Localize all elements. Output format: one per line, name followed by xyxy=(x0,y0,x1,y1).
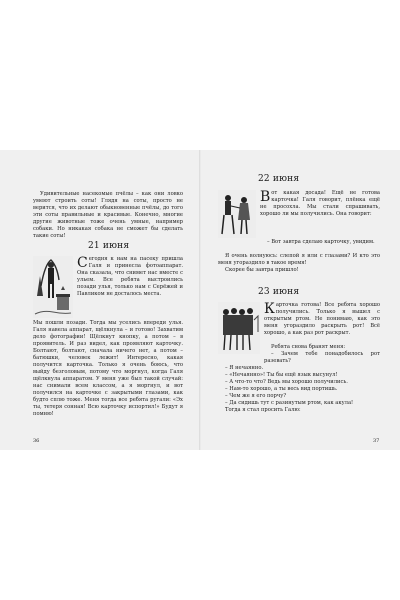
date-heading-21: 21 июня xyxy=(88,241,130,251)
right-page xyxy=(200,150,400,450)
entry-21-lead: Сегодня к нам на пасеку пришла Галя и принесла фотоаппарат. Она сказала, что снимет нас вместе с ульем. Все ребята выстроились позади улья, только нам с Серёжей и Павликом не досталось места. xyxy=(77,255,183,297)
dropcap-23: К xyxy=(264,301,275,317)
left-page xyxy=(0,150,200,450)
page-number-left: 36 xyxy=(33,438,40,444)
dialog-line: – Нам-то хорошо, а ты весь вид портишь. xyxy=(225,386,338,392)
entry-23-lead: Карточка готова! Все ребята хорошо получились. Только я вышел с открытым ртом. Не понимаю, как это меня угораздило раскрыть рот! Всё хорошо, а как раз рот раскрыт. xyxy=(264,301,380,336)
dialog-line: – Да сидишь тут с разинутым ртом, как акула! xyxy=(225,400,354,406)
dialog-line: – Я нечаянно. xyxy=(225,365,264,371)
date-heading-22: 22 июня xyxy=(258,174,300,184)
dropcap-21: С xyxy=(77,255,88,271)
entry-23-dialog xyxy=(218,365,380,414)
date-heading-23: 23 июня xyxy=(258,287,300,297)
entry-23-c: – Зачем тебе понадобилось рот разевать? xyxy=(264,351,380,364)
page-number-right: 37 xyxy=(373,438,380,444)
entry-22-body: Я очень волнуюсь: слепой я или с глазами? И кто это меня угораздило в такое время! xyxy=(218,253,380,266)
dialog-line: Тогда я стал просить Галю: xyxy=(225,407,301,413)
entry-21-body: Мы пошли позади. Тогда мы уселись впереди улья. Галя навела аппарат, щёлкнула – и готово! Захватим дело фотографии! Щёлкнут кнопку, а потом – в проявитель. И раз видел, как проявляют карточку. Болтают, болтают, сначала ничего нет, а потом – батюшки, человек лежит! Интересно, какая получится карточка. Только я очень боюсь, что выйду безголовым, потому что моргнул, когда Галя щёлкнула аппаратом. У меня уже был такой случай: нас снимали всем классом, а я моргнул, и вот получился на карточке с закрытыми глазами, как будто сплю тоже. Меня тогда все ребята ругали: «Эх ты, тетеря сонная! Всю карточку испортил!» Будут я помню! xyxy=(33,320,183,417)
dialog-line: – А что-то что? Ведь мы хорошо получились. xyxy=(225,379,348,385)
book-spread xyxy=(0,150,400,450)
dialog-line: – «Нечаянно»! Ты бы ещё язык высунул! xyxy=(225,372,338,378)
entry-22-quote: – Вот завтра сделаю карточку, увидим. xyxy=(267,239,375,245)
dialog-line: – Чем же я его порчу? xyxy=(225,393,287,399)
illustration-kids-at-hive xyxy=(33,256,73,318)
illustration-children-talking xyxy=(218,190,256,238)
entry-23-b: Ребята снова бранят меня: xyxy=(271,344,346,350)
illustration-group-photo xyxy=(218,302,260,354)
dropcap-22: В xyxy=(260,189,271,205)
entry-22-end: Скорее бы завтра пришло! xyxy=(225,267,299,273)
entry-22-lead: Вот какая досада! Ещё не готова карточка! Галя говорит, плёнка ещё не просохла. Мы стали спрашивать, хорошо ли мы получились. Она говорит: xyxy=(260,189,380,217)
intro-paragraph: Удивительные насекомые пчёлы – как они ловко умеют строить соты! Глядя на соты, просто не верится, что их делают обыкновенные пчёлы, до того эти соты правильные и красивые. Конечно, многие другие животные тоже очень умные, например собаки. Но никакая собака не сможет бы сделать такие соты! xyxy=(33,191,183,239)
